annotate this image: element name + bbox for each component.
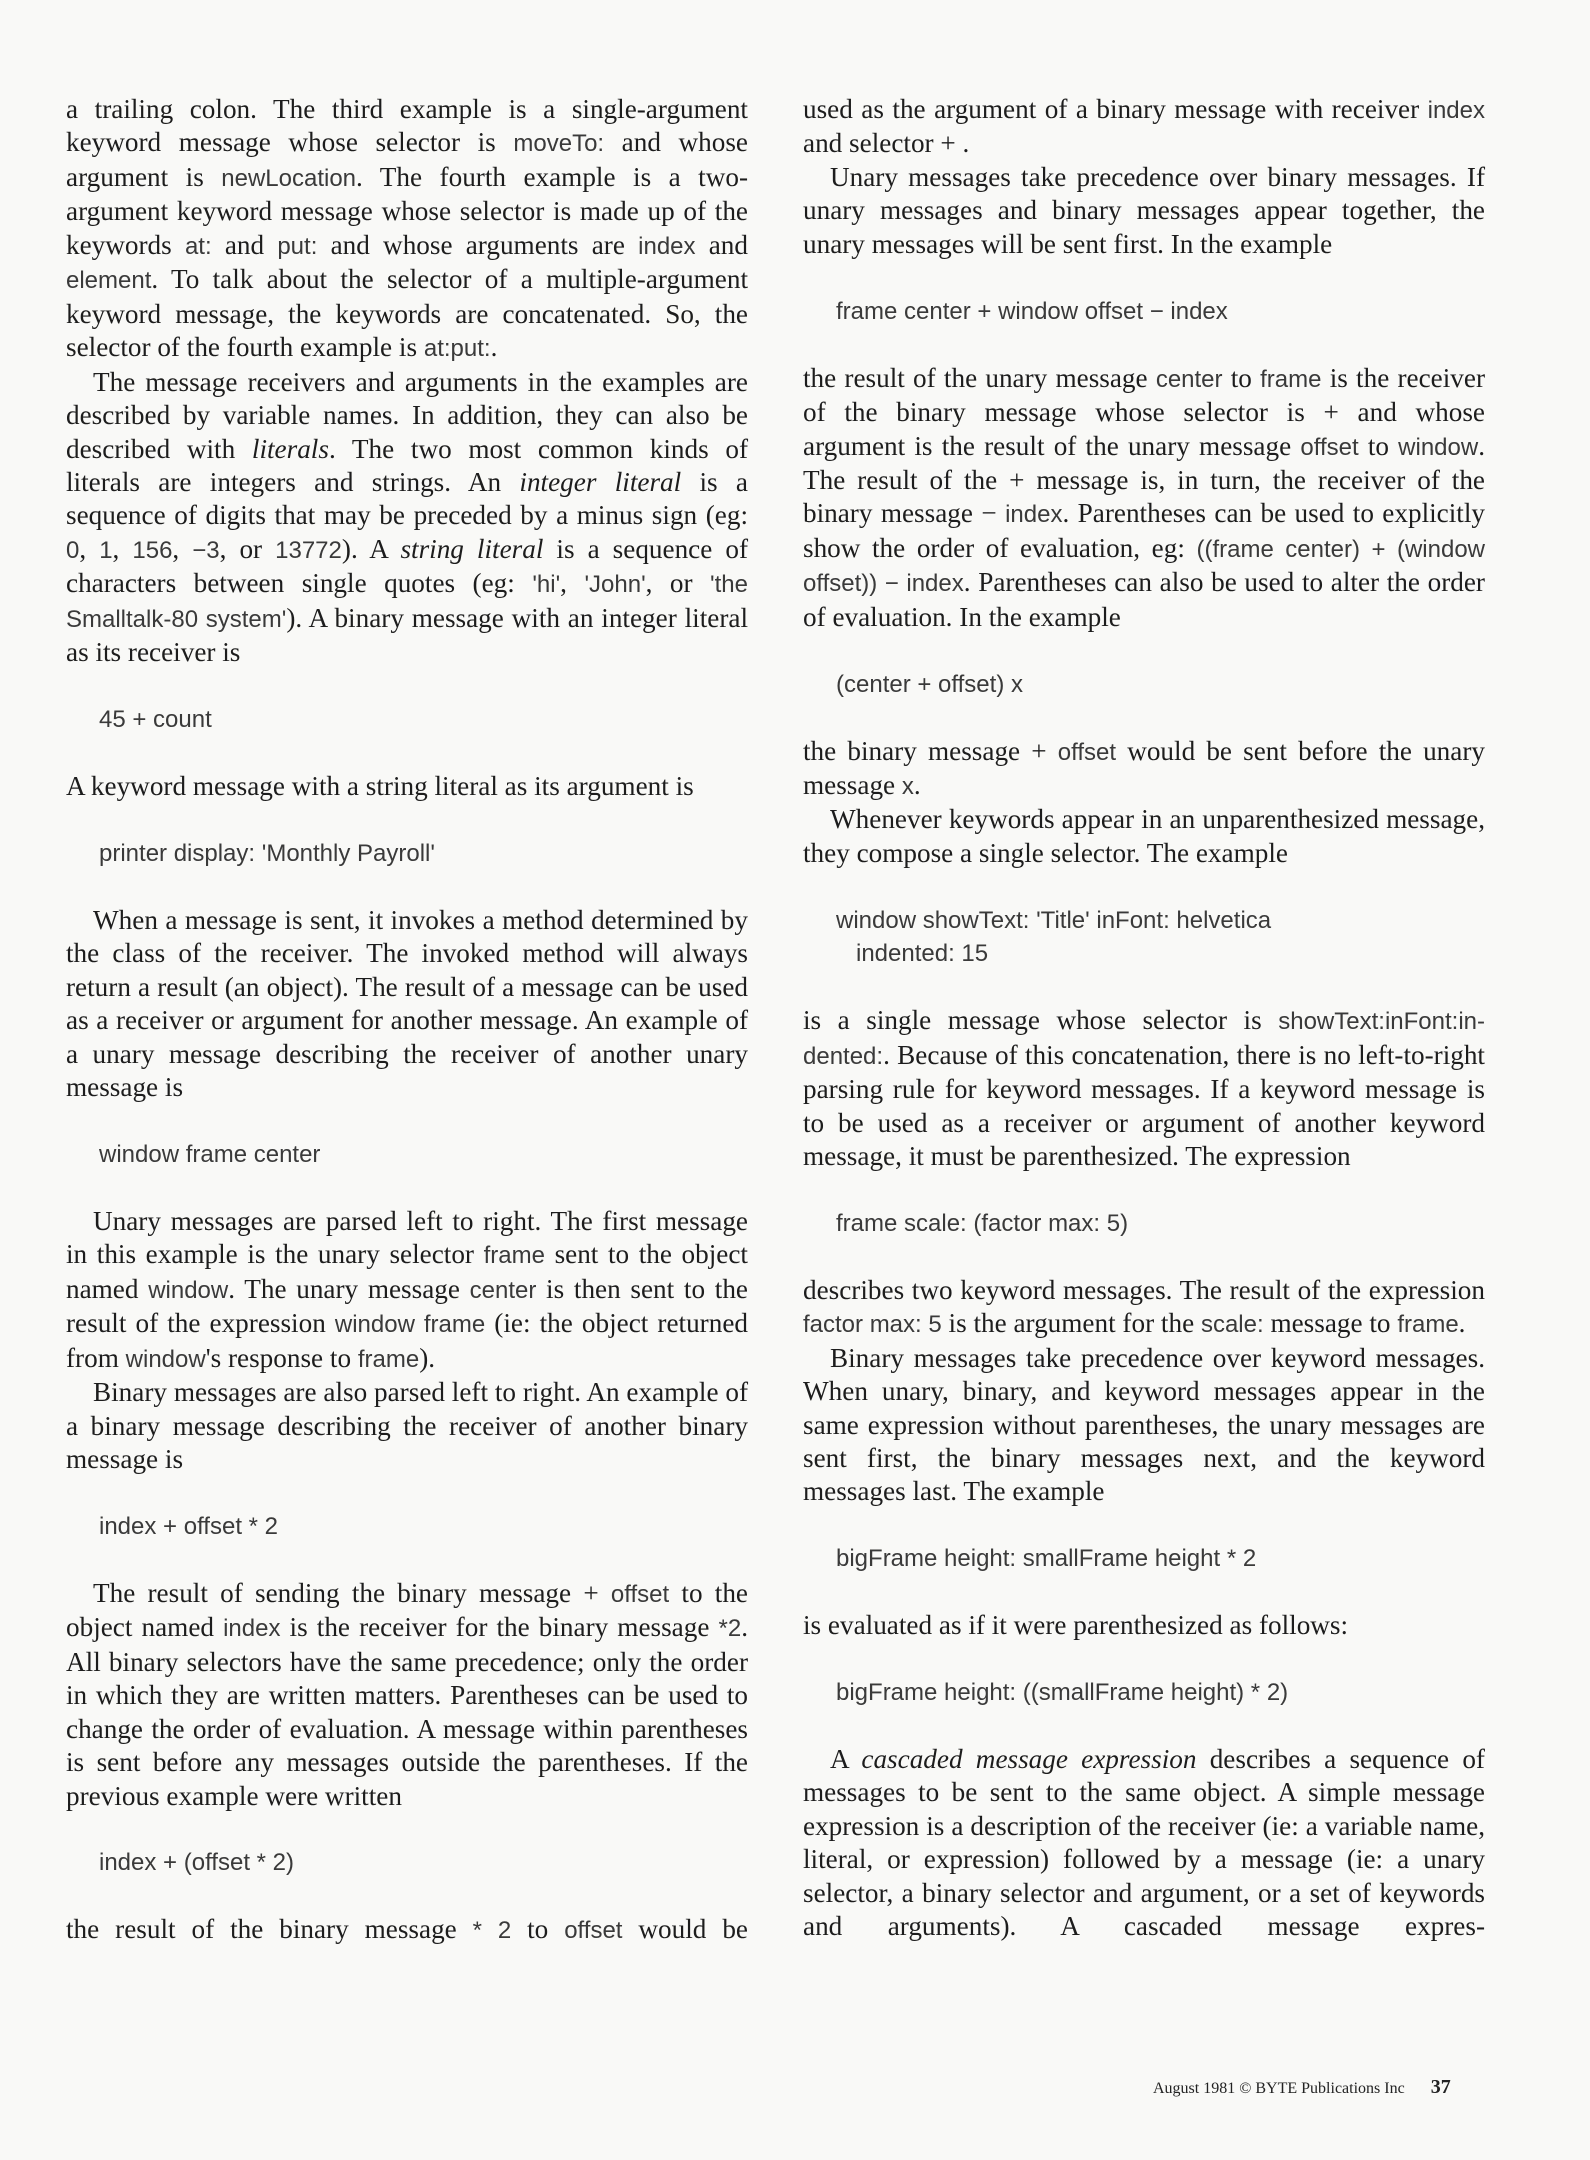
emphasis-text: integer literal (519, 466, 682, 497)
code-example (66, 1138, 748, 1171)
paragraph (66, 904, 748, 1105)
body-text: (ie: the object returned from (66, 1308, 748, 1373)
code-line: 45 + count (99, 706, 212, 734)
body-text: , (560, 568, 585, 599)
inline-code: index (1427, 97, 1485, 124)
code-example (803, 1542, 1485, 1575)
inline-code: frame (357, 1345, 420, 1373)
inline-code: frame (483, 1242, 545, 1270)
body-text: , (112, 533, 133, 564)
body-text: is evaluated as if it were parenthesized as follows: (803, 1610, 1349, 1641)
body-text: to (1358, 430, 1399, 461)
code-example (803, 904, 1485, 971)
inline-code: 'hi' (532, 571, 561, 599)
inline-code: moveTo: (513, 130, 605, 158)
inline-code: index (638, 232, 696, 260)
paragraph (803, 93, 1485, 161)
inline-code: offset (1057, 738, 1117, 766)
inline-code: factor max: 5 (803, 1311, 942, 1339)
body-text: and whose argument is (66, 127, 748, 192)
body-text: Binary messages are also parsed left to right. An example of a binary message describing the receiver of another binary message is (66, 1377, 748, 1475)
body-text: describes a sequence of messages to be sent to the same object. A simple message expression is a description of the receiver (ie: a variable name, literal, or expression) followed by a message (ie: a unary selector, a binary selector and argument, or a set of keywords and arguments). A cascaded message expres- (803, 1744, 1485, 1942)
body-text: to the object named (66, 1577, 748, 1643)
inline-code: offset (564, 1917, 623, 1945)
body-text: . To talk about the selector of a multiple-argument keyword message, the keywords are concatenated. So, the selector of the fourth example is (66, 264, 748, 363)
body-text: to (1222, 362, 1261, 393)
inline-code: window (1398, 433, 1479, 461)
body-text: ). A (341, 533, 401, 564)
code-line: window frame center (99, 1140, 321, 1168)
inline-code: at:put: (423, 335, 491, 363)
body-text: would be (622, 1914, 748, 1945)
inline-code: window frame (334, 1311, 486, 1339)
body-text: A keyword message with a string literal as its argument is (66, 771, 694, 802)
inline-code: offset (1300, 433, 1359, 461)
body-text: the result of the unary message (803, 362, 1156, 393)
inline-code: frame (1260, 365, 1322, 393)
body-text: . The unary message (228, 1273, 470, 1304)
body-text: . The fourth example is a two-argument keyword message whose selector is made up of the keywords (66, 161, 748, 260)
inline-code: index (1005, 501, 1063, 529)
paragraph (66, 366, 748, 670)
body-text: is a sequence of digits that may be preceded by a minus sign (eg: (66, 466, 748, 531)
body-text: . The two most common kinds of literals are integers and strings. An (66, 433, 748, 497)
body-text: Whenever keywords appear in an unparenthesized message, they compose a single selector. The example (803, 804, 1485, 868)
inline-code: * 2 (472, 1917, 512, 1945)
body-text: A (830, 1744, 862, 1775)
body-text: describes two keyword messages. The result of the expression (803, 1274, 1485, 1305)
body-text: . Parentheses can be used to explicitly show the order of evaluation, eg: (803, 498, 1485, 563)
code-line: bigFrame height: smallFrame height * 2 (836, 1545, 1257, 1573)
left-column (66, 93, 748, 1948)
code-line: bigFrame height: ((smallFrame height) * 2) (836, 1679, 1289, 1707)
page-number: 37 (1430, 2076, 1451, 2098)
inline-code: newLocation (221, 164, 357, 192)
body-text: sent to the object named (66, 1239, 748, 1304)
inline-code: window (125, 1345, 206, 1373)
inline-code: center (469, 1276, 537, 1304)
body-text: would be sent before the unary message (803, 735, 1485, 800)
body-text: used as the argument of a binary message with receiver (803, 94, 1428, 124)
body-text: . The result of the + message is, in turn, the receiver of the binary message − (803, 430, 1486, 529)
body-text: The message receivers and arguments in the examples are described by variable names. In addition, they can also be described with (66, 366, 748, 464)
body-text: . All binary selectors have the same precedence; only the order in which they are written matters. Parentheses can be used to change the order of evaluation. A message within parentheses is sent before any messages outside the parentheses. If the previous example were written (66, 1612, 748, 1811)
body-text: a trailing colon. The third example is a single-argument keyword message whose selector is (66, 94, 748, 158)
page-footer (1153, 2076, 1451, 2099)
body-text: , or (219, 533, 276, 564)
emphasis-text: cascaded message expression (861, 1744, 1197, 1775)
code-example (66, 837, 748, 870)
paragraph (66, 1913, 748, 1947)
body-text: and whose arguments are (317, 229, 639, 260)
body-text: is the receiver for the binary message (280, 1612, 719, 1643)
body-text: , or (645, 568, 711, 599)
inline-code: ((frame center) + (window offset)) − index (803, 535, 1486, 598)
paragraph (66, 1577, 748, 1813)
inline-code: x (901, 773, 914, 800)
body-text: and (211, 229, 278, 260)
inline-code: 'the Smalltalk-80 system' (66, 571, 748, 633)
body-text: is the argument for the (941, 1308, 1201, 1339)
paragraph (803, 1274, 1485, 1342)
inline-code: offset (610, 1580, 670, 1608)
paragraph (803, 1743, 1485, 1944)
code-example (803, 1207, 1485, 1240)
code-line: frame center + window offset − index (836, 297, 1228, 325)
footer-credit: August 1981 © BYTE Publications Inc (1153, 2080, 1405, 2097)
code-example (66, 1846, 748, 1879)
paragraph (66, 93, 748, 366)
paragraph (803, 1609, 1485, 1642)
body-text: and selector + . (803, 128, 970, 159)
body-text: message to (1263, 1308, 1398, 1339)
body-text: The result of sending the binary message + (93, 1577, 611, 1608)
code-example (66, 703, 748, 736)
body-text: , (79, 533, 100, 564)
inline-code: 0 (66, 536, 80, 564)
body-text: ). (419, 1342, 436, 1373)
code-line: (center + offset) x (836, 670, 1023, 698)
inline-code: 13772 (275, 536, 342, 564)
code-example (803, 1676, 1485, 1709)
code-example (803, 295, 1485, 328)
body-text: . (913, 770, 921, 800)
inline-code: at: (184, 232, 212, 260)
paragraph (803, 1342, 1485, 1509)
body-text: to (511, 1914, 565, 1945)
body-text: the result of the binary message (66, 1914, 473, 1945)
body-text: is a single message whose selector is (803, 1005, 1279, 1036)
body-text: 's response to (205, 1342, 358, 1373)
body-text: Unary messages take precedence over binary messages. If unary messages and binary messages appear together, the unary messages will be sent first. In the example (803, 161, 1485, 259)
inline-code: element (66, 267, 152, 295)
body-text: . (1458, 1308, 1466, 1339)
body-text: When a message is sent, it invokes a method determined by the class of the receiver. The invoked method will always return a result (an object). The result of a message can be used as a receiver or argument for another message. An example of a unary message describing the receiver of another unary message is (66, 904, 748, 1103)
paragraph (803, 362, 1485, 635)
inline-code: window (148, 1276, 229, 1304)
paragraph (803, 161, 1485, 261)
body-text: the binary message + (803, 735, 1058, 766)
code-line: printer display: 'Monthly Payroll' (99, 839, 435, 867)
code-line: index + (offset * 2) (99, 1849, 294, 1877)
paragraph (66, 1376, 748, 1476)
code-example (803, 668, 1485, 701)
body-text: is a sequence of characters between single quotes (eg: (66, 533, 748, 599)
code-line: frame scale: (factor max: 5) (836, 1209, 1129, 1237)
emphasis-text: string literal (400, 533, 544, 564)
body-text: is then sent to the result of the expression (66, 1273, 748, 1339)
paragraph (66, 1205, 748, 1376)
body-text: and (695, 229, 748, 260)
inline-code: 156 (132, 536, 173, 564)
paragraph (66, 770, 748, 803)
inline-code: index (223, 1615, 281, 1643)
body-text: Unary messages are parsed left to right. The first message in this example is the unary selector (66, 1205, 748, 1270)
paragraph (803, 803, 1485, 870)
inline-code: scale: (1200, 1311, 1264, 1339)
body-text: ). A binary message with an integer literal as its receiver is (66, 602, 748, 668)
inline-code: 'John' (584, 571, 646, 599)
inline-code: −3 (192, 536, 220, 564)
code-example (66, 1510, 748, 1543)
inline-code: showText:inFont:indented: (803, 1008, 1485, 1070)
inline-code: center (1155, 365, 1223, 393)
paragraph (803, 1004, 1485, 1173)
body-text: . Because of this concatenation, there is no left-to-right parsing rule for keyword messages. If a keyword message is to be used as a receiver or argument of another keyword message, it must be parenthesized. The expression (803, 1039, 1485, 1171)
inline-code: frame (1397, 1311, 1459, 1339)
paragraph (803, 735, 1485, 804)
body-text: . (490, 332, 498, 363)
emphasis-text: literals (251, 433, 329, 464)
inline-code: put: (277, 232, 318, 260)
right-column (803, 93, 1485, 1944)
inline-code: *2 (718, 1615, 742, 1643)
code-line: window showText: 'Title' inFont: helvetica (836, 906, 1272, 934)
body-text: is the receiver of the binary message whose selector is + and whose argument is the result of the unary message (803, 362, 1486, 461)
body-text: , (172, 533, 193, 564)
body-text: . Parentheses can also be used to alter the order of evaluation. In the example (803, 567, 1485, 632)
inline-code: 1 (99, 536, 113, 564)
body-text: Binary messages take precedence over keyword messages. When unary, binary, and keyword messages appear in the same expression without parentheses, the unary messages are sent first, the binary messages next, and the keyword messages last. The example (803, 1342, 1485, 1507)
code-line: index + offset * 2 (99, 1512, 279, 1540)
code-line: indented: 15 (836, 940, 989, 968)
